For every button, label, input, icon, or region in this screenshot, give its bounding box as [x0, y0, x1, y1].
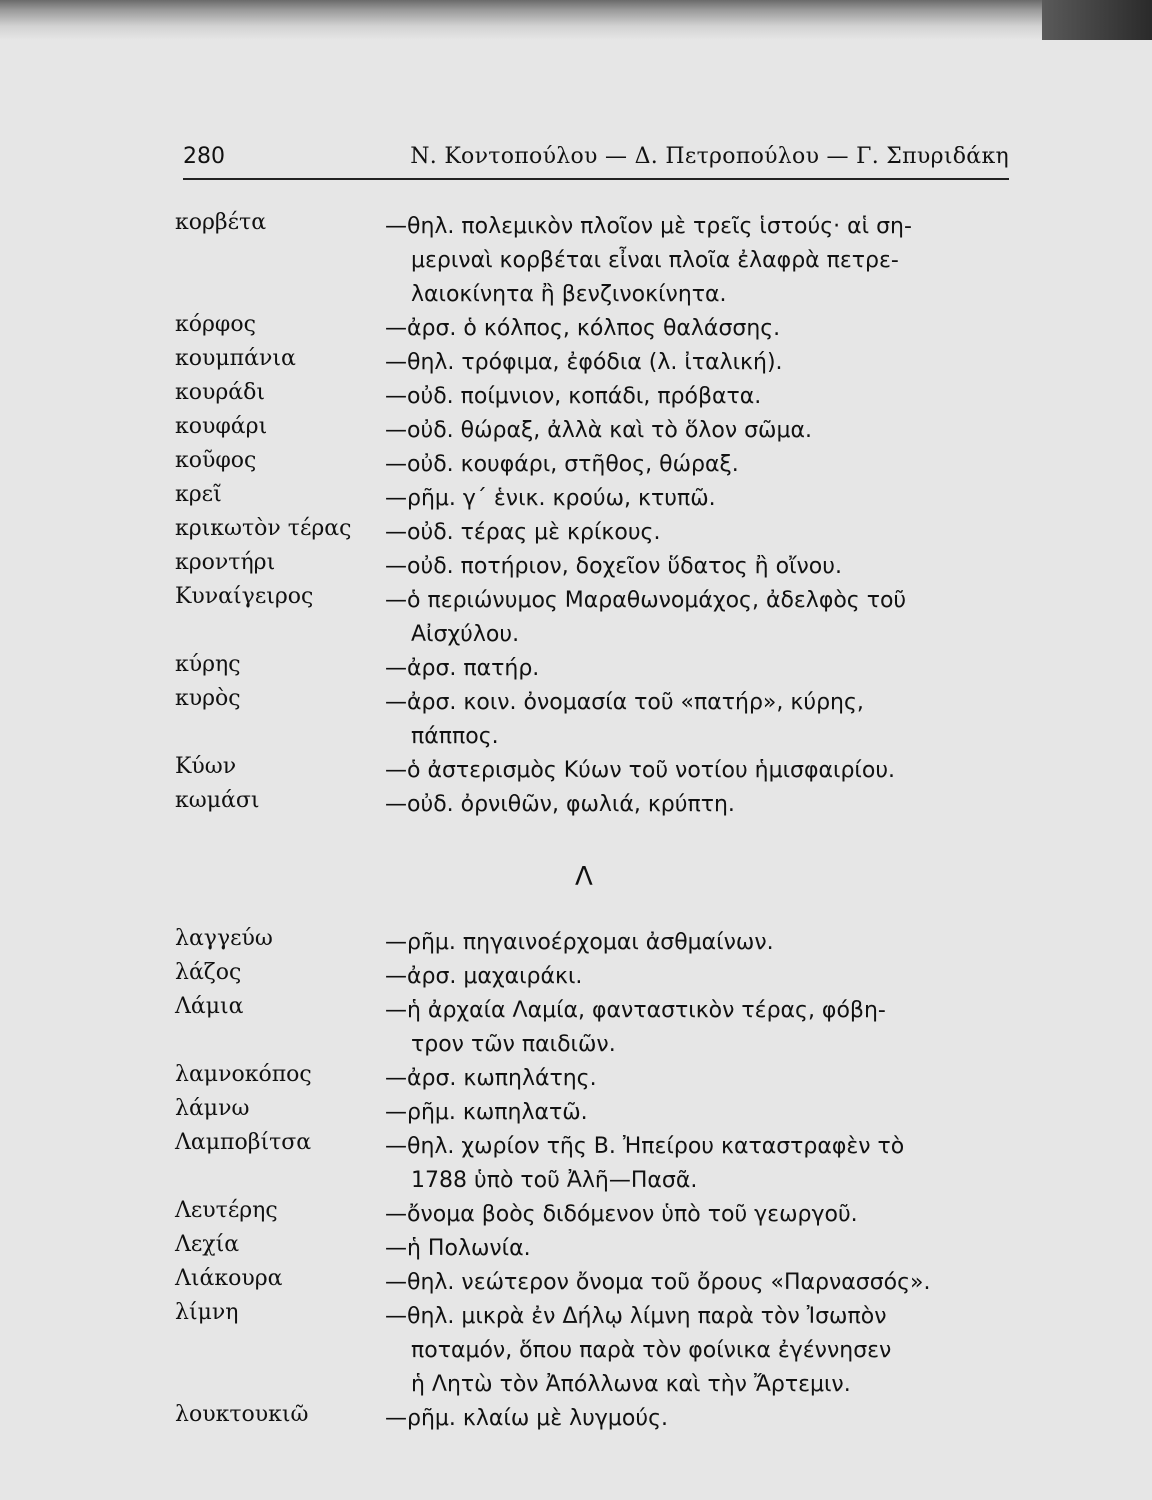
entry-term: Κυναίγειρος	[175, 584, 314, 609]
entry-definition	[385, 1300, 1010, 1402]
entry-definition	[385, 210, 1010, 312]
entry-definition	[385, 584, 1010, 652]
definition-line: —θηλ. πολεμικὸν πλοῖον μὲ τρεῖς ἱστούς· αἱ ση-	[385, 214, 912, 239]
definition-line: ἡ Λητὼ τὸν Ἀπόλλωνα καὶ τὴν Ἄρτεμιν.	[411, 1372, 851, 1397]
entry-term: Κύων	[175, 754, 237, 779]
definition-line: —θηλ. μικρὰ ἐν Δήλῳ λίμνη παρὰ τὸν Ἰσωπὸν	[385, 1304, 887, 1329]
definition-line: —θηλ. νεώτερον ὄνομα τοῦ ὄρους «Παρνασσός».	[385, 1270, 931, 1295]
entry-definition	[385, 1096, 1010, 1130]
entry-term: λουκτουκιῶ	[175, 1402, 309, 1427]
entry-definition	[385, 686, 1010, 754]
entry-definition	[385, 1062, 1010, 1096]
entry-definition	[385, 1266, 1010, 1300]
entry-term: Λευτέρης	[175, 1198, 278, 1223]
entry-term: Λάμια	[175, 994, 244, 1019]
entry-term: κορβέτα	[175, 210, 267, 235]
entry-definition	[385, 754, 1010, 788]
definition-line: —ρῆμ. πηγαινοέρχομαι ἀσθμαίνων.	[385, 930, 774, 955]
entry-term: κρεῖ	[175, 482, 222, 507]
entry-term: κουφάρι	[175, 414, 268, 439]
entry-term: κουμπάνια	[175, 346, 296, 371]
definition-line: —ἡ Πολωνία.	[385, 1236, 531, 1261]
entry-term: Λαμποβίτσα	[175, 1130, 312, 1155]
entry-definition	[385, 414, 1010, 448]
definition-line: μεριναὶ κορβέται εἶναι πλοῖα ἐλαφρὰ πετρε-	[411, 248, 899, 273]
definition-line: —οὐδ. ὀρνιθῶν, φωλιά, κρύπτη.	[385, 792, 735, 817]
entry-definition	[385, 550, 1010, 584]
entry-definition	[385, 652, 1010, 686]
entry-term: κροντήρι	[175, 550, 276, 575]
entry-definition	[385, 312, 1010, 346]
entry-definition	[385, 788, 1010, 822]
definition-line: —ἀρσ. κοιν. ὀνομασία τοῦ «πατήρ», κύρης,	[385, 690, 864, 715]
definition-line: —θηλ. τρόφιμα, ἐφόδια (λ. ἰταλική).	[385, 350, 783, 375]
definition-line: λαιοκίνητα ἢ βενζινοκίνητα.	[411, 282, 727, 307]
definition-line: —ἀρσ. κωπηλάτης.	[385, 1066, 597, 1091]
definition-line: —οὐδ. ποίμνιον, κοπάδι, πρόβατα.	[385, 384, 762, 409]
entry-term: κύρης	[175, 652, 241, 677]
definition-line: τρον τῶν παιδιῶν.	[411, 1032, 616, 1057]
entry-definition	[385, 346, 1010, 380]
entry-term: λάζος	[175, 960, 242, 985]
entry-term: Λιάκουρα	[175, 1266, 283, 1291]
entry-term: κόρφος	[175, 312, 256, 337]
definition-line: —ὁ ἀστερισμὸς Κύων τοῦ νοτίου ἡμισφαιρίου.	[385, 758, 896, 783]
definition-line: —ἡ ἀρχαία Λαμία, φανταστικὸν τέρας, φόβη-	[385, 998, 886, 1023]
entry-definition	[385, 482, 1010, 516]
entry-term: κοῦφος	[175, 448, 257, 473]
definition-line: Αἰσχύλου.	[411, 622, 520, 647]
definition-line: —ρῆμ. κωπηλατῶ.	[385, 1100, 588, 1125]
entry-term: λαμνοκόπος	[175, 1062, 312, 1087]
entry-term: λίμνη	[175, 1300, 239, 1325]
definition-line: —ρῆμ. κλαίω μὲ λυγμούς.	[385, 1406, 668, 1431]
running-head: Ν. Κοντοπούλου — Δ. Πετροπούλου — Γ. Σπυριδάκη	[410, 144, 1009, 169]
entry-term: κωμάσι	[175, 788, 260, 813]
page-number: 280	[183, 144, 225, 169]
definition-line: —οὐδ. κουφάρι, στῆθος, θώραξ.	[385, 452, 739, 477]
definition-line: —ὄνομα βοὸς διδόμενον ὑπὸ τοῦ γεωργοῦ.	[385, 1202, 858, 1227]
entry-definition	[385, 1232, 1010, 1266]
definition-line: —ἀρσ. ὁ κόλπος, κόλπος θαλάσσης.	[385, 316, 781, 341]
entry-definition	[385, 1130, 1010, 1198]
entry-term: Λεχία	[175, 1232, 240, 1257]
entry-term: λάμνω	[175, 1096, 250, 1121]
entry-definition	[385, 960, 1010, 994]
definition-line: πάππος.	[411, 724, 499, 749]
entry-definition	[385, 380, 1010, 414]
definition-line: ποταμόν, ὅπου παρὰ τὸν φοίνικα ἐγέννησεν	[411, 1338, 892, 1363]
entry-term: λαγγεύω	[175, 926, 273, 951]
definition-line: 1788 ὑπὸ τοῦ Ἀλῆ—Πασᾶ.	[411, 1168, 698, 1193]
entry-definition	[385, 994, 1010, 1062]
entry-term: κρικωτὸν τέρας	[175, 516, 352, 541]
section-letter: Λ	[575, 862, 593, 892]
entry-term: κουράδι	[175, 380, 266, 405]
entry-definition	[385, 448, 1010, 482]
entry-definition	[385, 1198, 1010, 1232]
definition-line: —οὐδ. ποτήριον, δοχεῖον ὕδατος ἢ οἴνου.	[385, 554, 842, 579]
definition-line: —θηλ. χωρίον τῆς Β. Ἠπείρου καταστραφὲν τὸ	[385, 1134, 905, 1159]
definition-line: —ὁ περιώνυμος Μαραθωνομάχος, ἀδελφὸς τοῦ	[385, 588, 907, 613]
definition-line: —οὐδ. τέρας μὲ κρίκους.	[385, 520, 661, 545]
definition-line: —ἀρσ. πατήρ.	[385, 656, 540, 681]
entry-definition	[385, 926, 1010, 960]
entry-definition	[385, 1402, 1010, 1436]
definition-line: —ρῆμ. γ΄ ἑνικ. κρούω, κτυπῶ.	[385, 486, 716, 511]
definition-line: —ἀρσ. μαχαιράκι.	[385, 964, 583, 989]
entry-term: κυρὸς	[175, 686, 241, 711]
definition-line: —οὐδ. θώραξ, ἀλλὰ καὶ τὸ ὅλον σῶμα.	[385, 418, 812, 443]
entry-definition	[385, 516, 1010, 550]
